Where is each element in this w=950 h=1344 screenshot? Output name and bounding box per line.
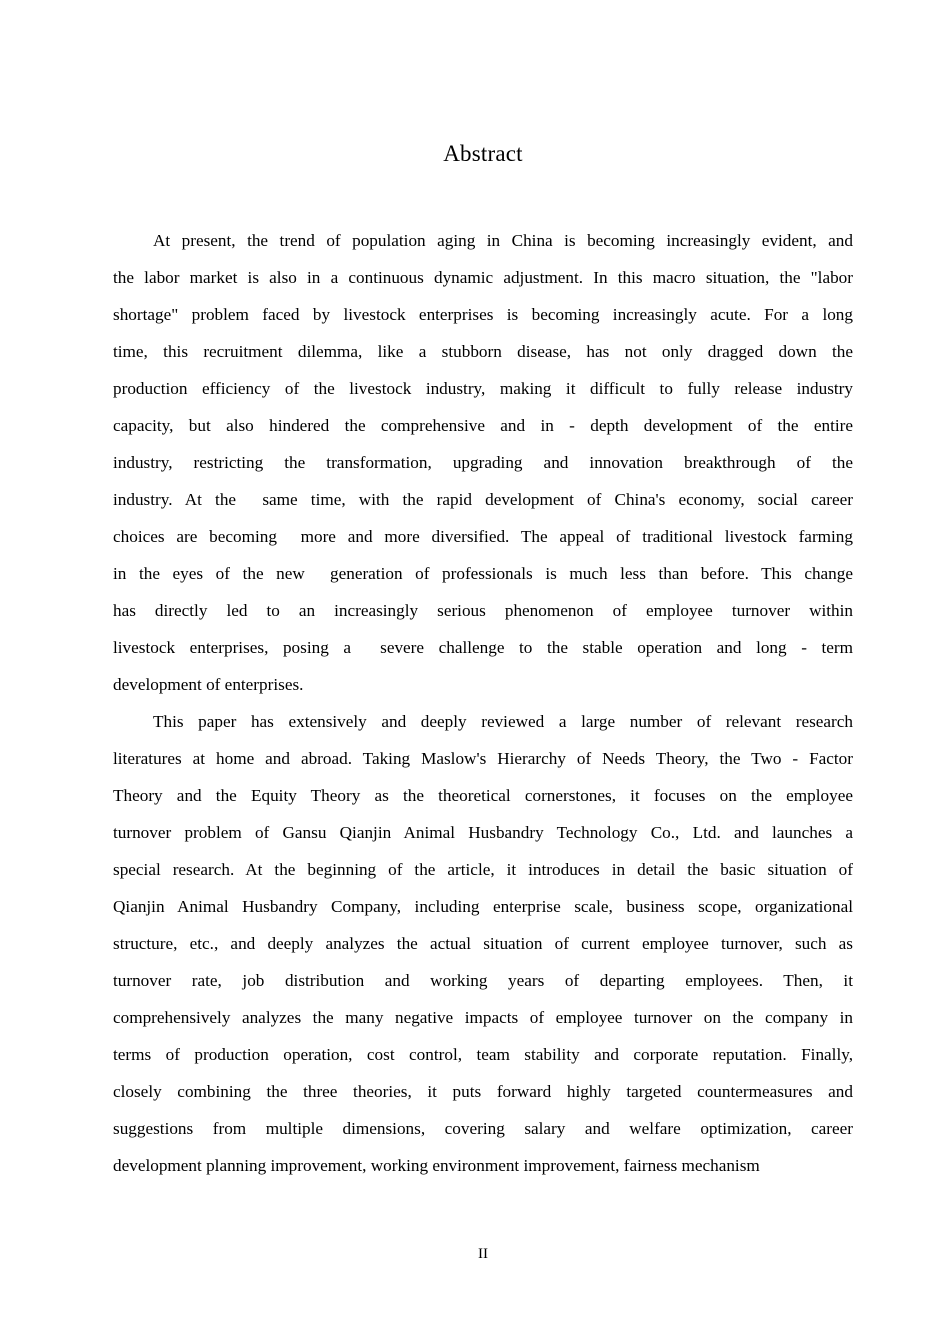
page-title: Abstract: [443, 141, 523, 167]
text-line: the labor market is also in a continuous dynamic adjustment. In this macro situation, the "labor: [113, 268, 853, 287]
text-line: comprehensively analyzes the many negative impacts of employee turnover on the company in: [113, 1008, 853, 1027]
text-line: production efficiency of the livestock industry, making it difficult to fully release industry: [113, 379, 853, 398]
text-line: time, this recruitment dilemma, like a stubborn disease, has not only dragged down the: [113, 342, 853, 361]
abstract-body: [113, 222, 853, 1184]
text-line: development planning improvement, working environment improvement, fairness mechanism: [113, 1156, 760, 1175]
text-line: terms of production operation, cost control, team stability and corporate reputation. Finally,: [113, 1045, 853, 1064]
text-line: turnover problem of Gansu Qianjin Animal Husbandry Technology Co., Ltd. and launches a: [113, 823, 853, 842]
text-line: literatures at home and abroad. Taking Maslow's Hierarchy of Needs Theory, the Two - Factor: [113, 749, 853, 768]
text-line: turnover rate, job distribution and working years of departing employees. Then, it: [113, 971, 853, 990]
text-line: industry. At the same time, with the rapid development of China's economy, social career: [113, 490, 853, 509]
text-line: livestock enterprises, posing a severe challenge to the stable operation and long - term: [113, 638, 853, 657]
text-line: Theory and the Equity Theory as the theoretical cornerstones, it focuses on the employee: [113, 786, 853, 805]
text-line: closely combining the three theories, it puts forward highly targeted countermeasures and: [113, 1082, 853, 1101]
text-line: capacity, but also hindered the comprehensive and in - depth development of the entire: [113, 416, 853, 435]
page-number-footer: II: [478, 1246, 488, 1262]
text-line: has directly led to an increasingly serious phenomenon of employee turnover within: [113, 601, 853, 620]
text-line: shortage" problem faced by livestock enterprises is becoming increasingly acute. For a long: [113, 305, 853, 324]
text-line: industry, restricting the transformation, upgrading and innovation breakthrough of the: [113, 453, 853, 472]
text-line: choices are becoming more and more diversified. The appeal of traditional livestock farming: [113, 527, 853, 546]
text-line: structure, etc., and deeply analyzes the actual situation of current employee turnover, such as: [113, 934, 853, 953]
text-line: special research. At the beginning of the article, it introduces in detail the basic situation of: [113, 860, 853, 879]
text-line: in the eyes of the new generation of professionals is much less than before. This change: [113, 564, 853, 583]
text-line: At present, the trend of population aging in China is becoming increasingly evident, and: [153, 231, 853, 250]
abstract-paragraph-1: [113, 222, 853, 703]
text-line: This paper has extensively and deeply reviewed a large number of relevant research: [153, 712, 853, 731]
text-line: development of enterprises.: [113, 675, 304, 694]
abstract-paragraph-2: [113, 703, 853, 1184]
text-line: suggestions from multiple dimensions, covering salary and welfare optimization, career: [113, 1119, 853, 1138]
text-line: Qianjin Animal Husbandry Company, including enterprise scale, business scope, organizational: [113, 897, 853, 916]
